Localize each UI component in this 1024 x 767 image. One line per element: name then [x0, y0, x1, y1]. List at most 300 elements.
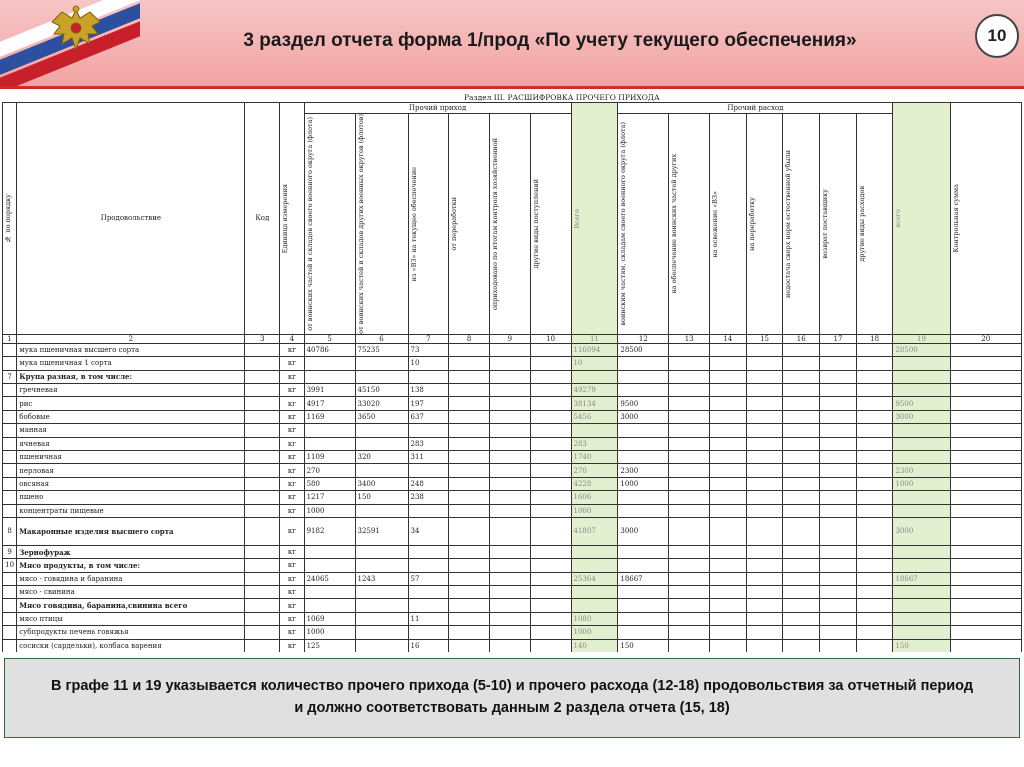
table-cell	[490, 383, 531, 396]
table-row	[3, 639, 1022, 652]
table-cell	[490, 424, 531, 437]
table-cell: 28500	[893, 343, 950, 356]
table-cell	[710, 491, 747, 504]
table-cell	[490, 545, 531, 558]
table-cell	[530, 424, 571, 437]
table-cell	[856, 410, 893, 423]
table-cell	[530, 397, 571, 410]
table-cell	[669, 586, 710, 599]
column-number: 4	[280, 334, 304, 343]
table-cell	[950, 383, 1022, 396]
table-cell	[783, 450, 820, 463]
table-cell	[746, 639, 783, 652]
table-cell	[304, 599, 355, 612]
table-cell	[3, 572, 17, 585]
table-cell: мясо - свинина	[17, 586, 245, 599]
table-cell	[3, 437, 17, 450]
table-cell	[245, 370, 280, 383]
table-row	[3, 517, 1022, 545]
table-cell: 197	[408, 397, 449, 410]
table-cell: концентраты пищевые	[17, 504, 245, 517]
table-cell	[245, 450, 280, 463]
table-cell: перловая	[17, 464, 245, 477]
col-5-header: от воинских частей и складов своего военного округа (флота)	[304, 114, 355, 335]
table-cell	[3, 504, 17, 517]
table-cell	[950, 450, 1022, 463]
table-cell: сосиски (сардельки), колбаса варения	[17, 639, 245, 652]
table-cell	[820, 477, 857, 490]
col-14-header: на освежение «ВЗ»	[710, 114, 747, 335]
table-cell: гречневая	[17, 383, 245, 396]
table-cell	[783, 357, 820, 370]
table-cell	[449, 491, 490, 504]
table-cell	[746, 517, 783, 545]
table-cell	[618, 504, 669, 517]
table-cell	[710, 477, 747, 490]
table-cell	[571, 599, 618, 612]
expense-group-header: Прочий расход	[618, 103, 893, 114]
table-cell	[950, 464, 1022, 477]
table-cell	[669, 491, 710, 504]
table-cell	[571, 559, 618, 572]
table-cell	[245, 477, 280, 490]
table-cell	[893, 357, 950, 370]
column-number: 8	[449, 334, 490, 343]
table-cell	[669, 397, 710, 410]
col-7-header: из «ВЗ» на текущее обеспечение	[408, 114, 449, 335]
table-cell: 49279	[571, 383, 618, 396]
table-cell	[3, 477, 17, 490]
column-number: 15	[746, 334, 783, 343]
col-13-header: на обеспечение воинских частей других	[669, 114, 710, 335]
table-cell	[530, 464, 571, 477]
table-cell	[449, 464, 490, 477]
table-cell	[3, 424, 17, 437]
table-cell	[669, 599, 710, 612]
table-cell	[783, 572, 820, 585]
table-cell	[490, 464, 531, 477]
table-cell	[304, 357, 355, 370]
table-cell	[820, 437, 857, 450]
table-cell	[449, 572, 490, 585]
table-cell: 116094	[571, 343, 618, 356]
table-cell	[530, 559, 571, 572]
table-row	[3, 437, 1022, 450]
table-cell	[746, 410, 783, 423]
table-cell	[245, 612, 280, 625]
table-cell	[746, 397, 783, 410]
table-cell: кг	[280, 586, 304, 599]
table-cell	[950, 626, 1022, 639]
table-cell	[710, 437, 747, 450]
table-cell: 45150	[355, 383, 408, 396]
table-cell: 1000	[304, 504, 355, 517]
table-cell	[669, 370, 710, 383]
table-cell: 34	[408, 517, 449, 545]
table-cell: манная	[17, 424, 245, 437]
table-cell	[950, 599, 1022, 612]
table-cell: пшено	[17, 491, 245, 504]
table-cell: бобовые	[17, 410, 245, 423]
table-cell	[950, 517, 1022, 545]
table-cell: 4917	[304, 397, 355, 410]
table-cell	[710, 357, 747, 370]
table-cell	[490, 491, 531, 504]
table-cell	[355, 370, 408, 383]
table-cell	[449, 343, 490, 356]
table-cell	[746, 504, 783, 517]
table-row	[3, 397, 1022, 410]
table-cell	[449, 545, 490, 558]
table-cell	[245, 572, 280, 585]
table-cell	[669, 639, 710, 652]
table-cell: Мясо продукты, в том числе:	[17, 559, 245, 572]
table-cell: 18667	[893, 572, 950, 585]
table-row	[3, 586, 1022, 599]
table-cell	[571, 586, 618, 599]
table-cell	[669, 559, 710, 572]
table-cell	[746, 357, 783, 370]
table-cell	[950, 545, 1022, 558]
table-cell	[820, 586, 857, 599]
table-cell	[245, 545, 280, 558]
table-cell: 150	[893, 639, 950, 652]
table-cell	[710, 559, 747, 572]
column-number: 19	[893, 334, 950, 343]
table-cell: кг	[280, 612, 304, 625]
table-cell	[408, 559, 449, 572]
table-cell	[3, 599, 17, 612]
table-cell	[530, 437, 571, 450]
table-cell	[669, 612, 710, 625]
table-cell: 2300	[618, 464, 669, 477]
table-cell	[530, 450, 571, 463]
table-row	[3, 491, 1022, 504]
table-cell	[783, 424, 820, 437]
table-cell	[530, 491, 571, 504]
table-cell	[245, 639, 280, 652]
table-cell	[449, 517, 490, 545]
col-17-header: возврат поставщику	[820, 114, 857, 335]
table-cell	[618, 586, 669, 599]
table-cell: 150	[355, 491, 408, 504]
table-cell	[856, 572, 893, 585]
table-cell: 41807	[571, 517, 618, 545]
table-cell	[449, 437, 490, 450]
table-cell: 1740	[571, 450, 618, 463]
table-cell	[710, 410, 747, 423]
table-cell: 3000	[618, 410, 669, 423]
table-cell	[950, 424, 1022, 437]
table-cell: кг	[280, 626, 304, 639]
table-cell	[490, 397, 531, 410]
table-cell	[355, 612, 408, 625]
table-row	[3, 357, 1022, 370]
table-cell: 1000	[618, 477, 669, 490]
table-cell: 3000	[893, 517, 950, 545]
table-cell	[820, 491, 857, 504]
column-number: 5	[304, 334, 355, 343]
table-cell	[618, 357, 669, 370]
table-cell	[950, 397, 1022, 410]
table-cell	[449, 586, 490, 599]
table-cell	[746, 424, 783, 437]
table-row	[3, 424, 1022, 437]
table-row	[3, 559, 1022, 572]
table-cell	[490, 612, 531, 625]
column-number: 2	[17, 334, 245, 343]
table-cell	[245, 464, 280, 477]
column-number: 11	[571, 334, 618, 343]
double-headed-eagle-icon	[48, 4, 104, 56]
table-cell: 9	[3, 545, 17, 558]
table-cell	[893, 599, 950, 612]
table-cell	[710, 639, 747, 652]
table-cell	[746, 599, 783, 612]
table-cell: Мясо говядина, баранина,свинина всего	[17, 599, 245, 612]
table-cell	[245, 383, 280, 396]
table-cell: кг	[280, 437, 304, 450]
table-cell	[710, 626, 747, 639]
table-cell	[893, 450, 950, 463]
table-cell	[893, 612, 950, 625]
table-cell	[355, 504, 408, 517]
table-cell	[710, 545, 747, 558]
table-cell	[950, 477, 1022, 490]
table-cell	[820, 504, 857, 517]
table-cell	[245, 626, 280, 639]
table-cell	[710, 370, 747, 383]
table-cell: 1000	[893, 477, 950, 490]
table-cell	[710, 586, 747, 599]
table-cell	[355, 545, 408, 558]
table-cell: 3000	[618, 517, 669, 545]
table-cell	[530, 410, 571, 423]
table-row	[3, 612, 1022, 625]
table-cell	[408, 424, 449, 437]
table-row	[3, 626, 1022, 639]
column-number: 13	[669, 334, 710, 343]
table-cell	[746, 370, 783, 383]
table-cell	[856, 626, 893, 639]
table-cell	[490, 357, 531, 370]
table-cell	[710, 383, 747, 396]
table-cell	[571, 370, 618, 383]
table-cell	[893, 586, 950, 599]
col-15-header: на переработку	[746, 114, 783, 335]
table-cell	[746, 383, 783, 396]
table-cell	[355, 437, 408, 450]
table-cell	[245, 437, 280, 450]
table-cell	[530, 612, 571, 625]
table-cell: 4228	[571, 477, 618, 490]
note-text: В графе 11 и 19 указывается количество прочего прихода (5-10) и прочего расхода (12-18) продовольствия за отчетный период и должно соответствовать данным 2 раздела отчета (15, 18)	[50, 678, 974, 716]
table-cell: 3000	[893, 410, 950, 423]
table-cell: 9500	[893, 397, 950, 410]
table-cell	[820, 357, 857, 370]
table-cell	[746, 612, 783, 625]
table-cell: кг	[280, 559, 304, 572]
section-title: Раздел III. РАСШИФРОВКА ПРОЧЕГО ПРИХОДА	[463, 92, 660, 102]
table-cell	[783, 410, 820, 423]
table-cell	[618, 437, 669, 450]
table-cell	[530, 545, 571, 558]
table-cell: 3991	[304, 383, 355, 396]
table-cell	[530, 477, 571, 490]
table-cell	[408, 586, 449, 599]
table-cell	[856, 357, 893, 370]
table-cell: 1069	[304, 612, 355, 625]
table-cell	[530, 357, 571, 370]
table-cell	[449, 477, 490, 490]
column-number: 1	[3, 334, 17, 343]
column-number: 12	[618, 334, 669, 343]
table-cell	[950, 572, 1022, 585]
table-cell	[950, 612, 1022, 625]
table-cell	[820, 639, 857, 652]
table-row	[3, 504, 1022, 517]
table-cell	[783, 599, 820, 612]
table-cell: 1169	[304, 410, 355, 423]
table-cell	[618, 559, 669, 572]
table-cell	[893, 437, 950, 450]
table-cell: кг	[280, 397, 304, 410]
table-cell	[530, 639, 571, 652]
table-cell	[669, 504, 710, 517]
table-cell	[783, 586, 820, 599]
table-cell	[710, 612, 747, 625]
table-cell	[856, 424, 893, 437]
table-cell	[856, 477, 893, 490]
table-cell	[490, 639, 531, 652]
table-cell	[783, 370, 820, 383]
table-cell	[746, 464, 783, 477]
table-cell	[669, 437, 710, 450]
table-cell: кг	[280, 491, 304, 504]
table-cell	[571, 545, 618, 558]
table-cell: 75235	[355, 343, 408, 356]
table-cell	[304, 370, 355, 383]
table-cell	[820, 517, 857, 545]
table-cell	[856, 504, 893, 517]
table-row	[3, 343, 1022, 356]
table-cell	[950, 491, 1022, 504]
table-cell: 1000	[304, 626, 355, 639]
table-cell: 28500	[618, 343, 669, 356]
table-cell: 25364	[571, 572, 618, 585]
table-cell	[950, 504, 1022, 517]
table-cell: 3400	[355, 477, 408, 490]
table-cell	[490, 410, 531, 423]
table-cell	[783, 343, 820, 356]
table-cell: 38134	[571, 397, 618, 410]
table-cell	[710, 450, 747, 463]
column-number-row	[3, 334, 1022, 343]
table-cell	[950, 437, 1022, 450]
col-unit-header: Единица измерения	[280, 103, 304, 335]
table-cell	[893, 491, 950, 504]
table-cell	[783, 397, 820, 410]
table-cell	[3, 464, 17, 477]
column-number: 6	[355, 334, 408, 343]
table-cell	[618, 491, 669, 504]
table-cell: 1000	[571, 626, 618, 639]
table-cell	[304, 424, 355, 437]
col-code-header: Код	[245, 103, 280, 335]
table-cell	[893, 504, 950, 517]
col-20-header: Контрольная сумма	[950, 103, 1022, 335]
table-cell: кг	[280, 450, 304, 463]
table-cell	[746, 545, 783, 558]
table-cell	[304, 545, 355, 558]
table-cell	[245, 559, 280, 572]
table-cell	[530, 343, 571, 356]
table-cell	[856, 612, 893, 625]
table-row	[3, 383, 1022, 396]
table-cell	[245, 517, 280, 545]
table-cell	[490, 517, 531, 545]
table-cell	[856, 464, 893, 477]
table-cell	[530, 572, 571, 585]
table-cell	[490, 477, 531, 490]
table-cell	[618, 612, 669, 625]
table-cell	[669, 450, 710, 463]
table-cell: 11	[408, 612, 449, 625]
table-cell: кг	[280, 357, 304, 370]
table-cell	[820, 397, 857, 410]
table-cell: кг	[280, 383, 304, 396]
table-cell	[3, 357, 17, 370]
table-cell: 40786	[304, 343, 355, 356]
table-cell	[820, 612, 857, 625]
table-cell: 138	[408, 383, 449, 396]
column-number: 9	[490, 334, 531, 343]
col-6-header: от воинских частей и складов других военных округов (флотов)	[355, 114, 408, 335]
table-row	[3, 477, 1022, 490]
table-cell	[893, 626, 950, 639]
table-cell: 10	[3, 559, 17, 572]
table-cell	[618, 599, 669, 612]
table-cell	[245, 357, 280, 370]
table-cell	[449, 504, 490, 517]
table-cell	[669, 545, 710, 558]
explanation-note	[4, 658, 1020, 738]
table-cell	[669, 424, 710, 437]
table-cell	[856, 397, 893, 410]
table-cell	[669, 410, 710, 423]
table-cell	[3, 626, 17, 639]
table-cell	[449, 559, 490, 572]
table-cell	[710, 599, 747, 612]
table-cell	[530, 370, 571, 383]
table-cell	[856, 343, 893, 356]
table-cell: кг	[280, 639, 304, 652]
table-cell: кг	[280, 370, 304, 383]
table-cell	[856, 383, 893, 396]
table-cell	[490, 586, 531, 599]
table-cell	[783, 477, 820, 490]
table-cell: кг	[280, 517, 304, 545]
table-cell	[746, 437, 783, 450]
table-cell	[449, 370, 490, 383]
table-cell	[746, 491, 783, 504]
table-cell	[710, 504, 747, 517]
slide-header	[0, 0, 1024, 89]
table-cell	[893, 545, 950, 558]
table-cell: 9500	[618, 397, 669, 410]
table-cell	[449, 639, 490, 652]
table-cell	[856, 491, 893, 504]
